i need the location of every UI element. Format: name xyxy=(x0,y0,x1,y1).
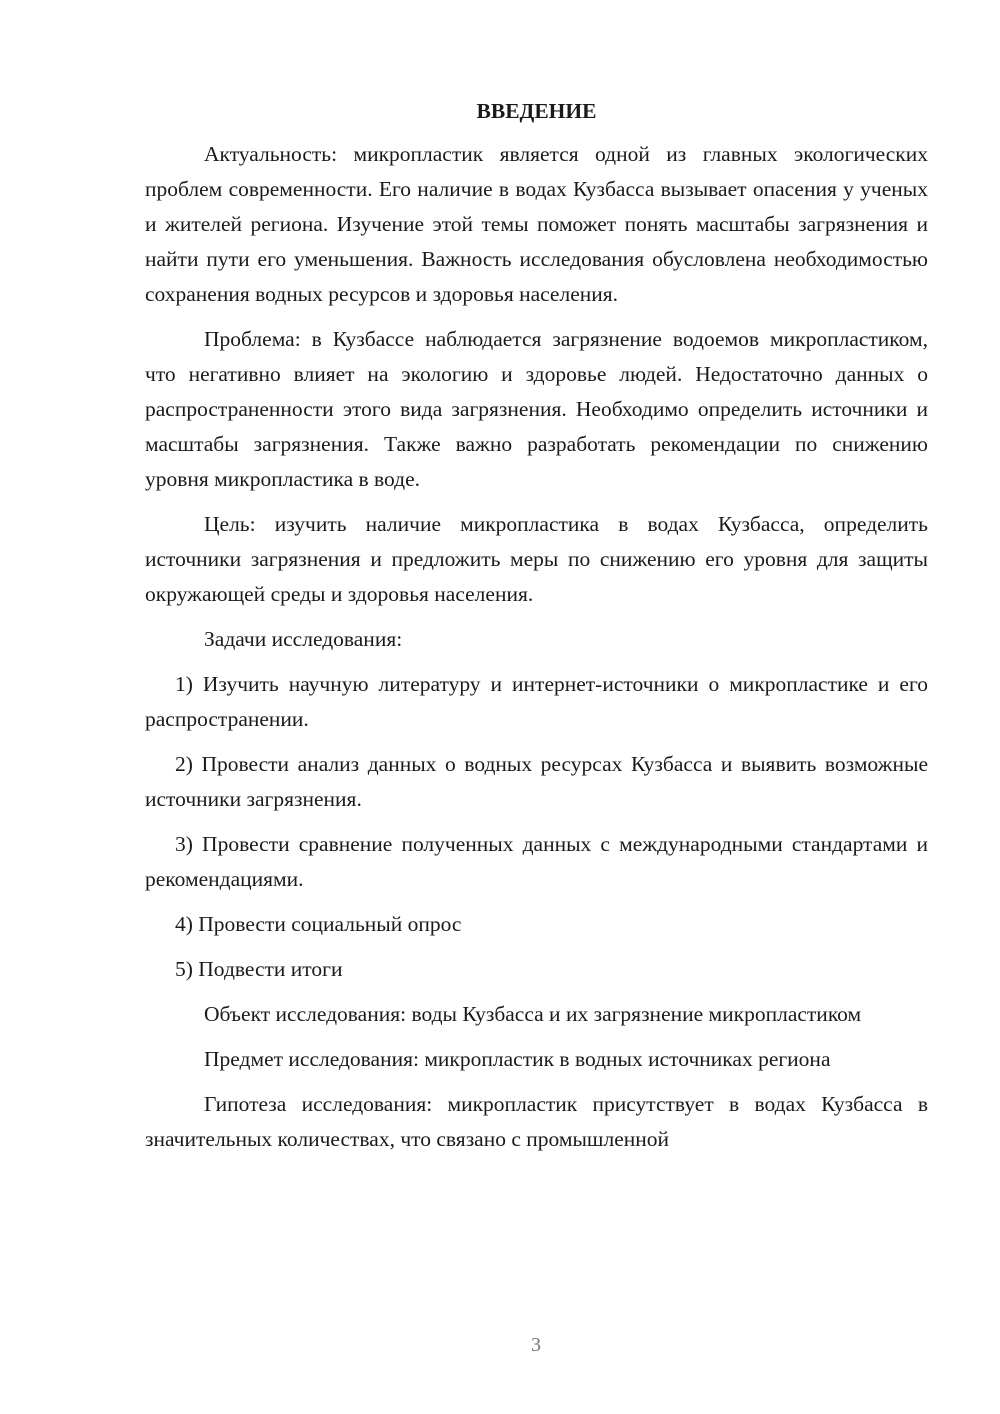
page-number: 3 xyxy=(531,1334,541,1356)
task-item-3: 3) Провести сравнение полученных данных с международными стандартами и рекомендациями. xyxy=(145,832,928,891)
paragraph-relevance: Актуальность: микропластик является одной из главных экологических проблем современности. Его наличие в водах Кузбасса вызывает опасения у ученых и жителей региона. Изучение этой темы поможет понять масштабы загрязнения и найти пути его уменьшения. Важность исследования обусловлена необходимостью сохранения водных ресурсов и здоровья населения. xyxy=(145,142,928,306)
section-heading: ВВЕДЕНИЕ xyxy=(476,99,597,123)
task-item-1: 1) Изучить научную литературу и интернет-источники о микропластике и его распространении. xyxy=(145,672,928,731)
paragraph-subject: Предмет исследования: микропластик в водных источниках региона xyxy=(204,1047,831,1071)
paragraph-problem: Проблема: в Кузбассе наблюдается загрязнение водоемов микропластиком, что негативно влияет на экологию и здоровье людей. Недостаточно данных о распространенности этого вида загрязнения. Необходимо определить источники и масштабы загрязнения. Также важно разработать рекомендации по снижению уровня микропластика в воде. xyxy=(145,327,928,491)
tasks-title: Задачи исследования: xyxy=(204,627,403,651)
task-item-2: 2) Провести анализ данных о водных ресурсах Кузбасса и выявить возможные источники загрязнения. xyxy=(145,752,928,811)
document-page xyxy=(145,96,928,1167)
task-item-5: 5) Подвести итоги xyxy=(175,957,343,981)
paragraph-object: Объект исследования: воды Кузбасса и их загрязнение микропластиком xyxy=(204,1002,862,1026)
paragraph-hypothesis: Гипотеза исследования: микропластик присутствует в водах Кузбасса в значительных количествах, что связано с промышленной xyxy=(145,1092,928,1151)
task-item-4: 4) Провести социальный опрос xyxy=(175,912,462,936)
paragraph-goal: Цель: изучить наличие микропластика в водах Кузбасса, определить источники загрязнения и предложить меры по снижению его уровня для защиты окружающей среды и здоровья населения. xyxy=(145,512,928,606)
